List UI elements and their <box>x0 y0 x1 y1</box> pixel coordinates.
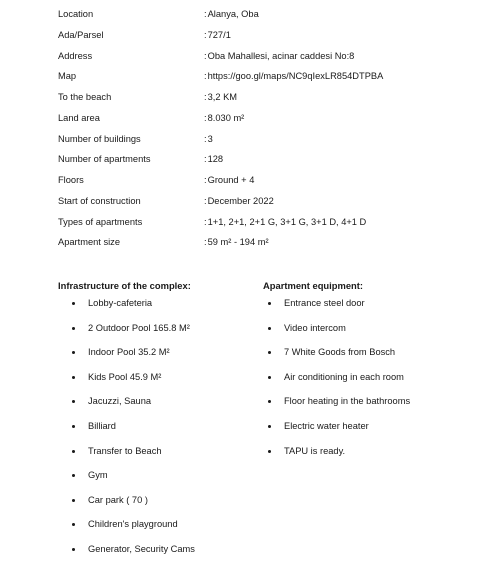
bullet-icon <box>72 474 75 477</box>
spec-row <box>58 30 478 51</box>
bullet-icon <box>72 376 75 379</box>
spec-value-text: Ground + 4 <box>207 175 255 185</box>
list-item <box>266 323 410 348</box>
spec-label: Address <box>58 50 93 61</box>
spec-label: Types of apartments <box>58 216 143 227</box>
bullet-icon <box>268 450 271 453</box>
spec-value-text: December 2022 <box>207 195 274 206</box>
list-item <box>70 372 195 397</box>
list-item <box>70 421 195 446</box>
spec-label: Floors <box>58 175 84 185</box>
list-item-text: Children's playground <box>88 519 178 530</box>
bullet-icon <box>72 302 75 305</box>
list-item <box>266 298 410 323</box>
list-item-text: 2 Outdoor Pool 165.8 M² <box>88 322 190 333</box>
spec-label: Number of buildings <box>58 133 141 144</box>
spec-value <box>204 9 259 19</box>
equipment-title: Apartment equipment: <box>263 280 364 291</box>
infrastructure-title: Infrastructure of the complex: <box>58 280 191 291</box>
spec-value <box>204 196 274 206</box>
spec-label: Land area <box>58 112 100 123</box>
spec-row <box>58 71 478 92</box>
spec-value-text: 3 <box>207 133 213 144</box>
spec-separator: : <box>204 71 207 82</box>
spec-separator: : <box>204 133 207 144</box>
spec-label: Start of construction <box>58 195 141 206</box>
list-item-text: Electric water heater <box>284 420 369 431</box>
list-item-text: Kids Pool 45.9 M² <box>88 371 162 382</box>
list-item-text: Gym <box>88 470 108 481</box>
spec-separator: : <box>204 9 207 19</box>
spec-value-text: 1+1, 2+1, 2+1 G, 3+1 G, 3+1 D, 4+1 D <box>207 216 367 227</box>
list-item <box>266 446 410 471</box>
spec-value-text: 727/1 <box>207 29 231 40</box>
spec-value <box>204 154 223 164</box>
spec-row <box>58 175 478 196</box>
spec-value <box>204 237 269 247</box>
property-specs-table <box>58 9 478 258</box>
bullet-icon <box>72 351 75 354</box>
bullet-icon <box>72 450 75 453</box>
list-item <box>70 298 195 323</box>
spec-row <box>58 113 478 134</box>
spec-value <box>204 51 354 61</box>
list-item-text: Transfer to Beach <box>88 445 162 456</box>
spec-value-text: Alanya, Oba <box>207 9 259 19</box>
bullet-icon <box>72 499 75 502</box>
list-item-text: 7 White Goods from Bosch <box>284 347 396 358</box>
bullet-icon <box>72 523 75 526</box>
spec-label: Number of apartments <box>58 154 151 165</box>
list-item <box>70 519 195 544</box>
spec-label: Ada/Parsel <box>58 29 104 40</box>
list-item-text: Generator, Security Cams <box>88 543 195 554</box>
list-item-text: Entrance steel door <box>284 298 365 308</box>
spec-value <box>204 71 383 81</box>
spec-value-text: 59 m² - 194 m² <box>207 237 269 248</box>
bullet-icon <box>268 400 271 403</box>
spec-value-text: 8.030 m² <box>207 112 245 123</box>
spec-row <box>58 134 478 155</box>
spec-row <box>58 51 478 72</box>
list-item-text: Lobby-cafeteria <box>88 298 153 308</box>
spec-separator: : <box>204 237 207 248</box>
bullet-icon <box>268 376 271 379</box>
spec-value <box>204 217 366 227</box>
bullet-icon <box>72 400 75 403</box>
list-item-text: Floor heating in the bathrooms <box>284 396 411 407</box>
list-item <box>266 347 410 372</box>
spec-separator: : <box>204 195 207 206</box>
list-item <box>70 347 195 372</box>
list-item-text: Air conditioning in each room <box>284 371 404 382</box>
bullet-icon <box>72 425 75 428</box>
spec-label: Apartment size <box>58 237 121 248</box>
spec-row <box>58 92 478 113</box>
spec-value-text: https://goo.gl/maps/NC9qIexLR854DTPBA <box>207 71 384 82</box>
spec-label: Map <box>58 71 77 82</box>
list-item <box>70 446 195 471</box>
list-item <box>70 323 195 348</box>
list-item <box>266 396 410 421</box>
infrastructure-list <box>70 298 195 569</box>
bullet-icon <box>268 327 271 330</box>
spec-separator: : <box>204 154 207 165</box>
list-item-text: Jacuzzi, Sauna <box>88 396 152 407</box>
spec-row <box>58 154 478 175</box>
spec-row <box>58 237 478 258</box>
list-item-text: Car park ( 70 ) <box>88 494 148 505</box>
list-item <box>266 421 410 446</box>
list-item <box>70 495 195 520</box>
list-item <box>70 396 195 421</box>
spec-label: To the beach <box>58 92 112 102</box>
spec-row <box>58 217 478 238</box>
list-item-text: Billiard <box>88 420 116 431</box>
equipment-list <box>266 298 410 470</box>
list-item-text: TAPU is ready. <box>284 445 346 456</box>
spec-value-text: 3,2 KM <box>207 92 238 102</box>
spec-value <box>204 30 231 40</box>
spec-value-text: Oba Mahallesi, acinar caddesi No:8 <box>207 50 355 61</box>
list-item-text: Video intercom <box>284 322 346 333</box>
spec-value <box>204 175 254 185</box>
spec-separator: : <box>204 112 207 123</box>
bullet-icon <box>268 425 271 428</box>
spec-value <box>204 113 244 123</box>
list-item <box>70 544 195 569</box>
spec-row <box>58 196 478 217</box>
spec-label: Location <box>58 9 94 19</box>
spec-value-text: 128 <box>207 154 224 165</box>
spec-separator: : <box>204 50 207 61</box>
list-item-text: Indoor Pool 35.2 M² <box>88 347 170 358</box>
bullet-icon <box>72 548 75 551</box>
spec-separator: : <box>204 92 207 102</box>
spec-separator: : <box>204 175 207 185</box>
spec-row <box>58 9 478 30</box>
spec-value <box>204 134 213 144</box>
spec-separator: : <box>204 216 207 227</box>
spec-separator: : <box>204 29 207 40</box>
list-item <box>266 372 410 397</box>
spec-value <box>204 92 237 102</box>
bullet-icon <box>72 327 75 330</box>
list-item <box>70 470 195 495</box>
bullet-icon <box>268 302 271 305</box>
bullet-icon <box>268 351 271 354</box>
